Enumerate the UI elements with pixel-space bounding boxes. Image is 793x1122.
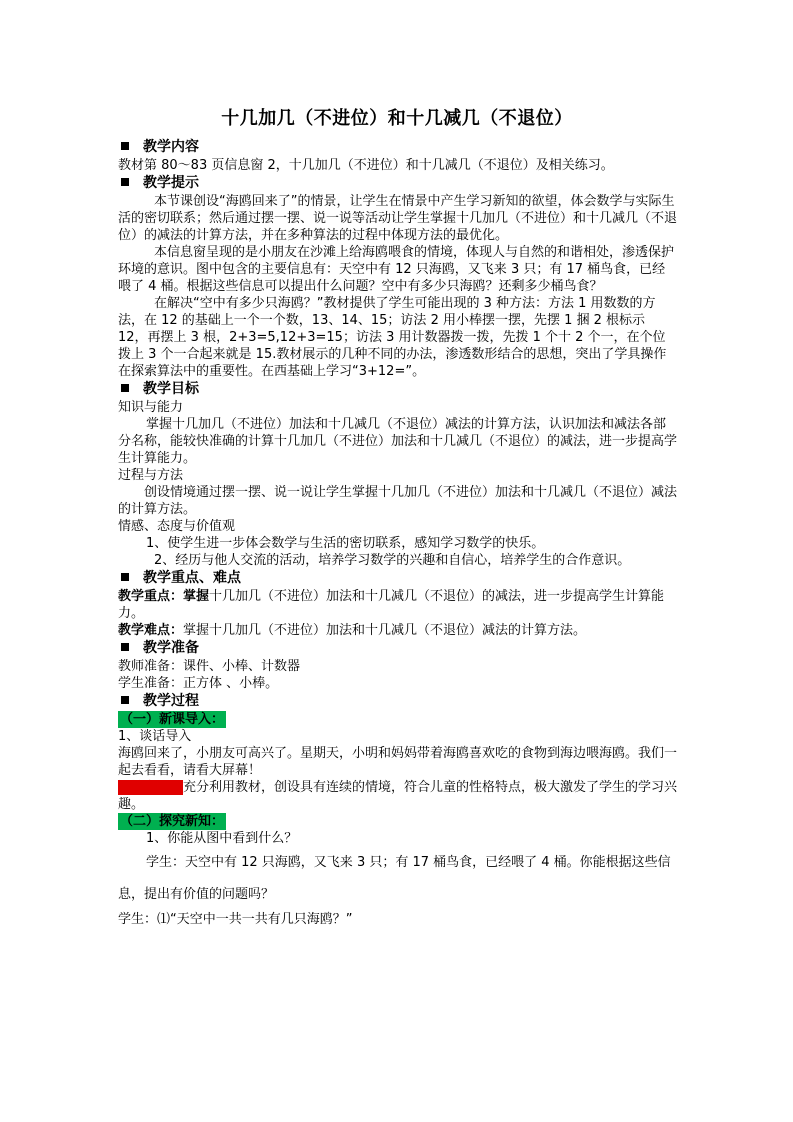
goal-sub-emotion: 情感、态度与价值观 [118, 519, 236, 534]
tips-paragraph-2: 本信息窗呈现的是小朋友在沙滩上给海鸥喂食的情境，体现人与自然的和谐相处，渗透保护环境的意识。图中包含的主要信息有：天空中有 12 只海鸥，又飞来 3 只；有 17 桶鸟食，已经喂了 4 桶。根据这些信息可以提出什么问题？空中有多少只海鸥？还剩多少桶鸟食？ [118, 245, 675, 294]
heading-key-points [118, 569, 678, 588]
key-point-content: 十几加几（不进位）加法和十几减几（不退位）的减法，进一步提高学生计算能力。 [118, 589, 665, 621]
heading-text: 教学内容 [143, 139, 199, 155]
student-preparation: 学生准备：正方体 、小棒。 [118, 676, 279, 691]
key-point-label: 教学重点：掌握 [118, 589, 210, 604]
tips-paragraph-3: 在解决“空中有多少只海鸥？”教材提供了学生可能出现的 3 种方法：方法 1 用数数的方法，在 12 的基础上一个一个数，13、14、15；访法 2 用小棒摆一摆，先摆 1 捆 2 根标示 12，再摆上 3 根，2+3=5,12+3=15；访法 3 用计数器拨一拨，先拨 1 个十 2 个一，在个位拨上 3 个一合起来就是 15.教材展示的几种不同的办法，渗透数形结合的思想，突出了学具操作在探索算法中的重要性。在西基础上学习“3+12=”。 [118, 296, 667, 379]
difficulty-label: 教学难点： [118, 623, 184, 638]
design-intent [118, 779, 678, 813]
square-bullet-icon [121, 696, 129, 704]
heading-text: 教学提示 [143, 175, 199, 191]
answer-1: 学生：天空中有 12 只海鸥，又飞来 3 只；有 17 桶鸟食，已经喂了 4 桶。你能根据这些信息，提出有价值的问题吗？ [118, 855, 671, 902]
teaching-content-text: 教材第 80～83 页信息窗 2，十几加几（不进位）和十几减几（不退位）及相关练习。 [118, 158, 614, 173]
goal-sub-process: 过程与方法 [118, 468, 184, 483]
document-body [118, 138, 678, 928]
part-2-label: （二）探究新知： [120, 814, 225, 829]
goal-sub-knowledge: 知识与能力 [118, 400, 184, 415]
square-bullet-icon [121, 142, 129, 150]
document-title: 十几加几（不进位）和十几减几（不退位） [221, 108, 573, 129]
key-point-text [118, 588, 678, 622]
goal-emotion-item-1: 1、使学生进一步体会数学与生活的密切联系，感知学习数学的快乐。 [146, 536, 545, 551]
part-1-label: （一）新课导入： [120, 712, 225, 727]
goal-knowledge-text: 掌握十几加几（不进位）加法和十几减几（不退位）减法的计算方法，认识加法和减法各部分名称，能较快准确的计算十几加几（不进位）加法和十几减几（不退位）的减法，进一步提高学生计算能力。 [118, 417, 678, 466]
difficulty-content: 掌握十几加几（不进位）加法和十几减几（不退位）减法的计算方法。 [183, 623, 587, 638]
question-1: 1、你能从图中看到什么？ [146, 831, 298, 846]
heading-teaching-content [118, 138, 678, 157]
heading-text: 教学重点、难点 [143, 570, 241, 586]
heading-text: 教学准备 [143, 640, 199, 656]
answer-2: 学生：⑴“天空中一共一共有几只海鸥？” [118, 912, 353, 927]
goal-emotion-item-2: 2、经历与他人交流的活动，培养学习数学的兴趣和自信心，培养学生的合作意识。 [154, 553, 631, 568]
difficulty-text [118, 622, 678, 639]
process-item-1: 1、谈话导入 [118, 729, 192, 744]
square-bullet-icon [121, 384, 129, 392]
goal-process-text: 创设情境通过摆一摆、说一说让学生掌握十几加几（不进位）加法和十几减几（不退位）减法的计算方法。 [118, 485, 678, 517]
part-1-row [118, 711, 678, 728]
part-2-row [118, 813, 678, 830]
square-bullet-icon [121, 573, 129, 581]
tips-paragraph-1: 本节课创设“海鸥回来了”的情景，让学生在情景中产生学习新知的欲望，体会数学与实际生活的密切联系；然后通过摆一摆、说一说等活动让学生掌握十几加几（不进位）和十几减几（不退位）的减法的计算方法，并在多种算法的过程中体现方法的最优化。 [118, 194, 678, 243]
heading-teaching-process [118, 692, 678, 711]
heading-preparation [118, 639, 678, 658]
design-intent-label: 设计意图： [118, 780, 184, 795]
square-bullet-icon [121, 178, 129, 186]
heading-teaching-tips [118, 174, 678, 193]
heading-teaching-goals [118, 380, 678, 399]
heading-text: 教学目标 [143, 381, 199, 397]
design-intent-text: 充分利用教材，创设具有连续的情境，符合儿童的性格特点，极大激发了学生的学习兴趣。 [118, 780, 678, 812]
square-bullet-icon [121, 643, 129, 651]
teacher-preparation: 教师准备：课件、小棒、计数器 [118, 659, 301, 674]
intro-paragraph: 海鸥回来了，小朋友可高兴了。星期天，小明和妈妈带着海鸥喜欢吃的食物到海边喂海鸥。我们一起去看看，请看大屏幕！ [118, 746, 678, 778]
heading-text: 教学过程 [143, 693, 199, 709]
